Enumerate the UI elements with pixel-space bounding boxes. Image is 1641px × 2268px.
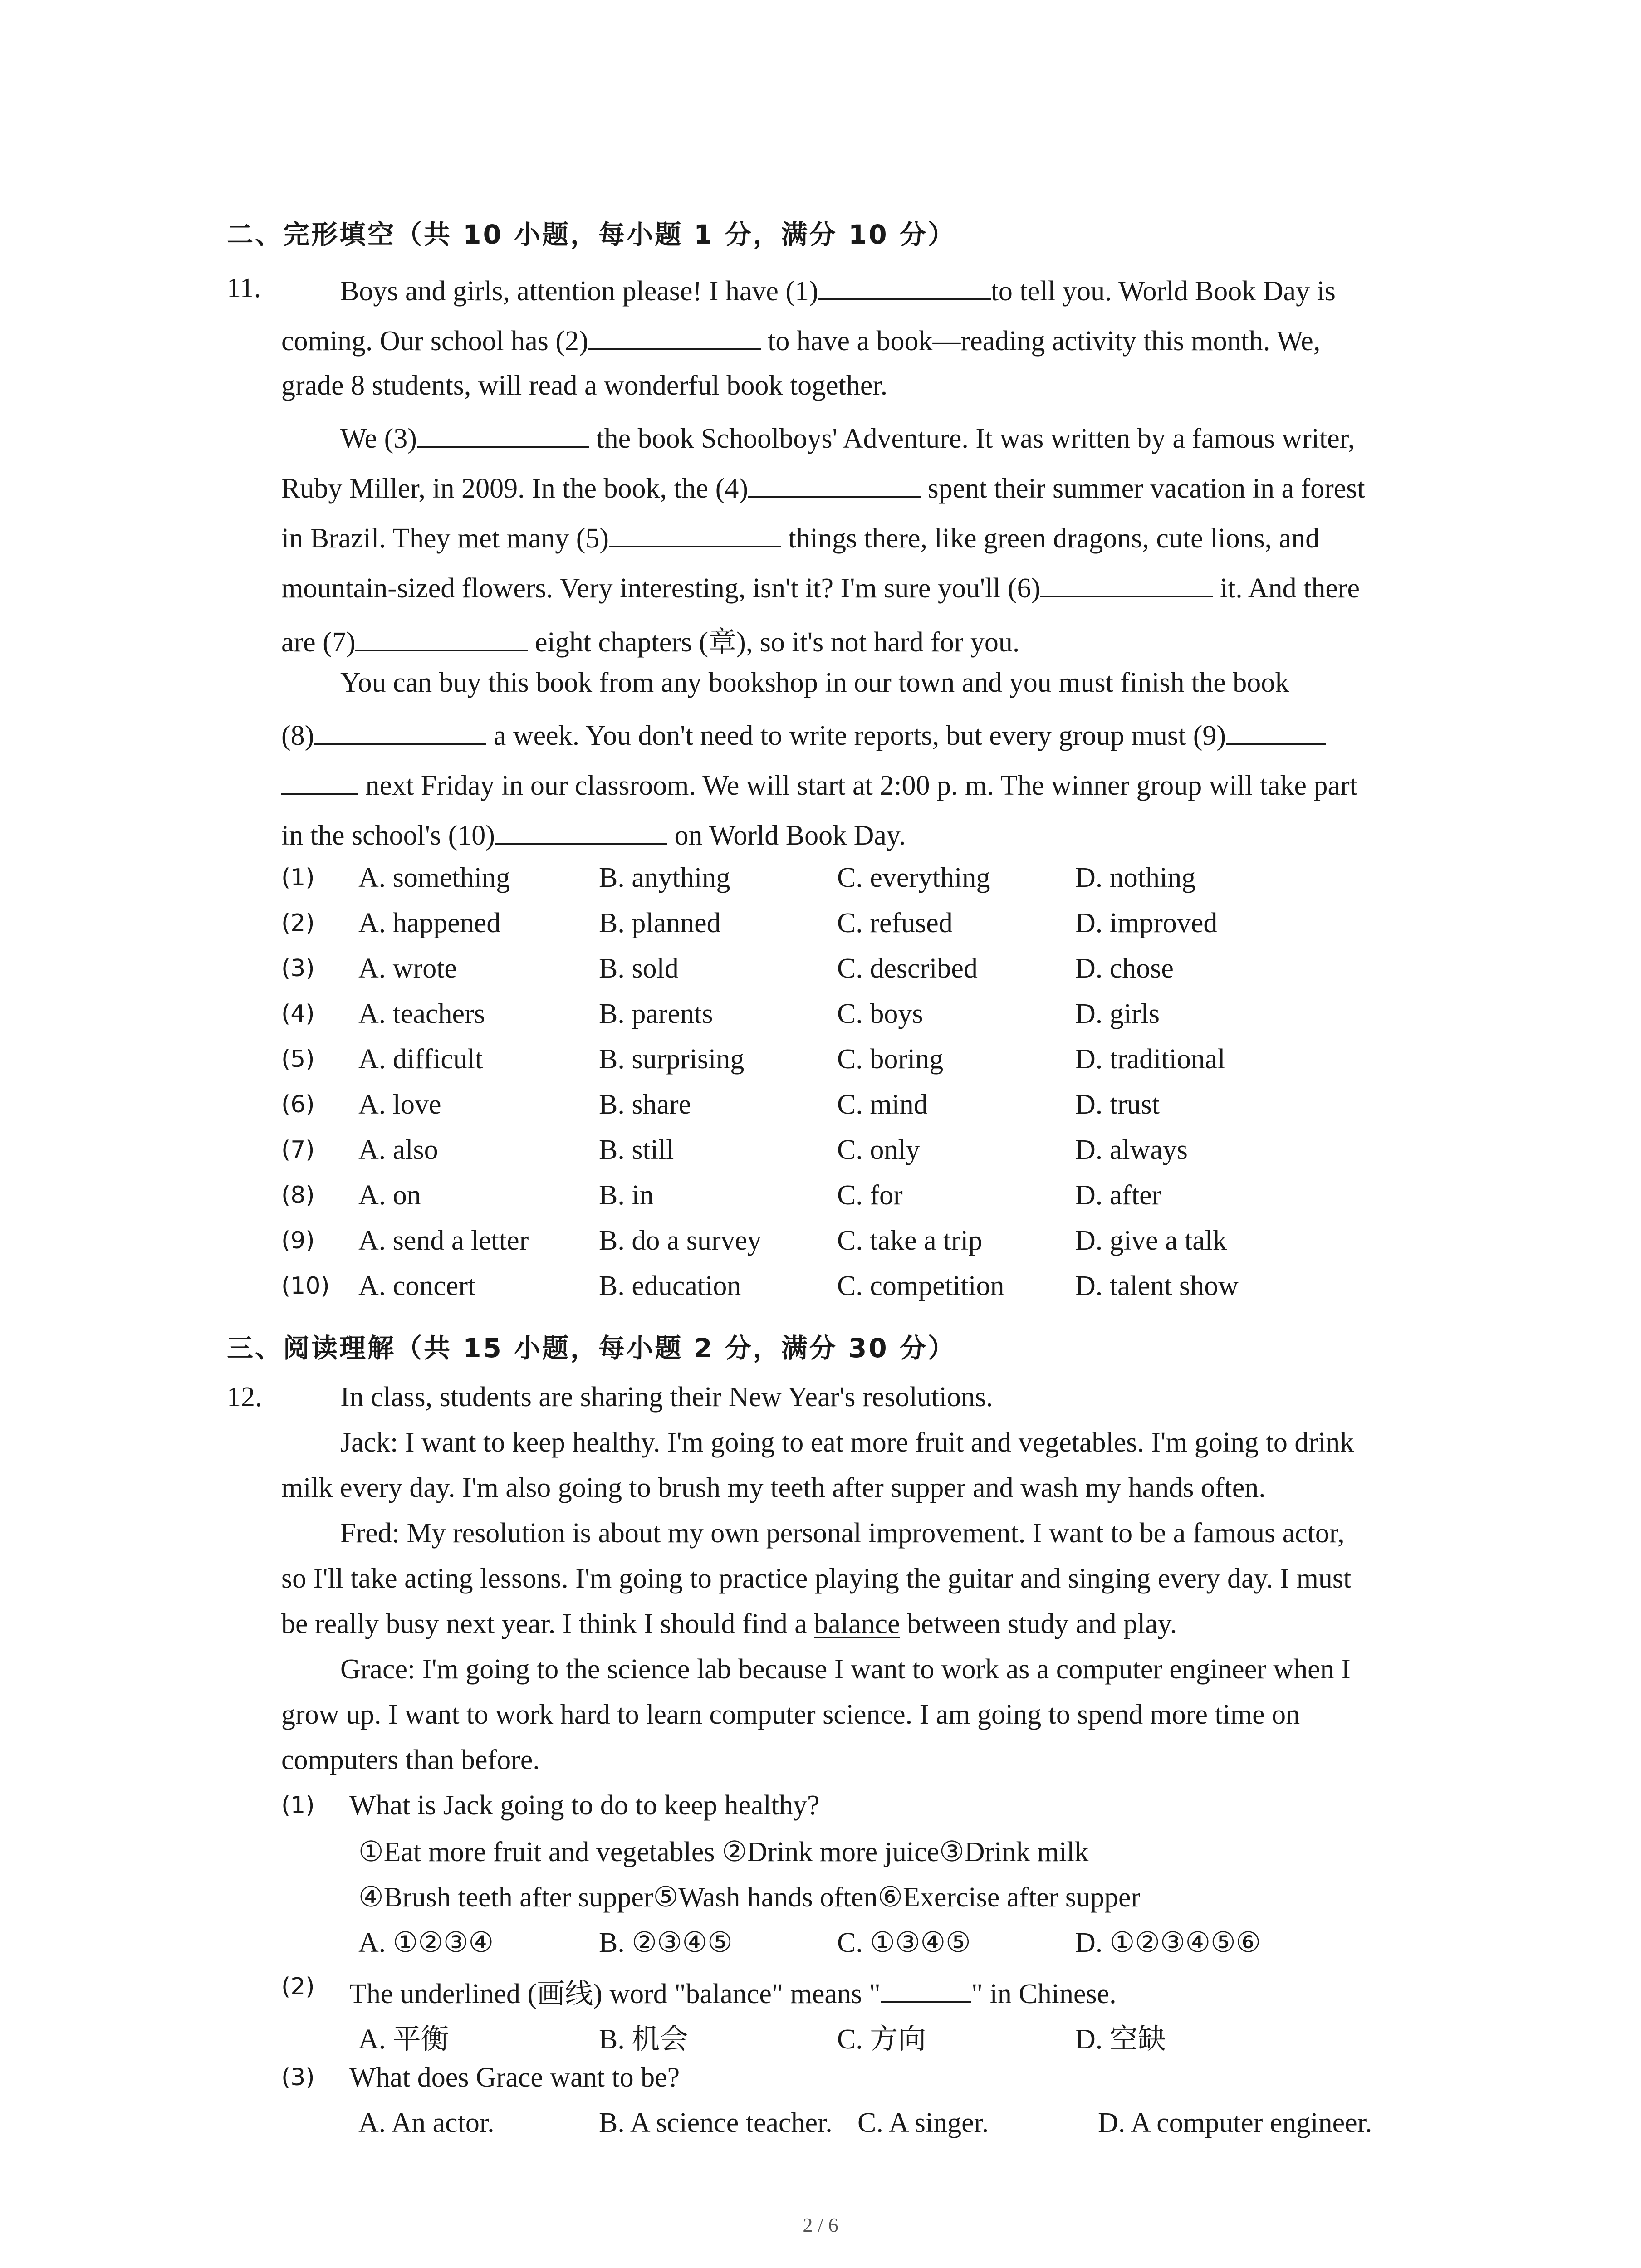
question-number: 11.: [227, 273, 261, 303]
option-d[interactable]: D. ①②③④⑤⑥: [1075, 1927, 1261, 1958]
option-b[interactable]: B. education: [599, 1271, 741, 1301]
passage-line: [281, 322, 1320, 357]
option-b[interactable]: B. parents: [599, 998, 713, 1029]
option-a[interactable]: A. happened: [358, 908, 501, 938]
option-c[interactable]: C. described: [837, 953, 978, 984]
underlined-word: balance: [814, 1608, 900, 1639]
blank: [609, 519, 781, 547]
blank: [818, 272, 991, 300]
option-d[interactable]: D. girls: [1075, 998, 1160, 1029]
passage-line: [340, 272, 1336, 308]
blank: [417, 420, 589, 448]
option-d[interactable]: D. always: [1075, 1134, 1188, 1165]
passage-line: [281, 1608, 1177, 1640]
option-a[interactable]: A. on: [358, 1180, 421, 1211]
text: things there, like green dragons, cute lions, and: [781, 523, 1320, 554]
option-number: (7): [281, 1136, 315, 1163]
text: We (3): [340, 423, 417, 454]
passage-line: so I'll take acting lessons. I'm going to practice playing the guitar and singing every day. I must: [281, 1563, 1352, 1594]
option-number: (5): [281, 1046, 315, 1073]
option-c[interactable]: C. mind: [837, 1089, 928, 1120]
option-c[interactable]: C. refused: [837, 908, 953, 938]
text: to have a book—reading activity this month. We,: [760, 326, 1321, 357]
passage-line: computers than before.: [281, 1745, 540, 1775]
option-b[interactable]: B. surprising: [599, 1044, 745, 1075]
passage-line: Fred: My resolution is about my own personal improvement. I want to be a famous actor,: [340, 1518, 1345, 1549]
option-a[interactable]: A. also: [358, 1134, 438, 1165]
option-c[interactable]: C. for: [837, 1180, 903, 1211]
choice-list: ④Brush teeth after supper⑤Wash hands often⑥Exercise after supper: [358, 1882, 1141, 1913]
option-number: (1): [281, 864, 315, 891]
option-b[interactable]: B. planned: [599, 908, 721, 938]
option-d[interactable]: D. 空缺: [1075, 2024, 1166, 2055]
blank: [314, 717, 486, 745]
blank: [748, 469, 921, 498]
option-b[interactable]: B. still: [599, 1134, 674, 1165]
option-c[interactable]: C. ①③④⑤: [837, 1927, 971, 1958]
passage-line: Jack: I want to keep healthy. I'm going to eat more fruit and vegetables. I'm going to drink: [340, 1427, 1354, 1458]
option-b[interactable]: B. ②③④⑤: [599, 1927, 733, 1958]
passage-line: Grace: I'm going to the science lab because I want to work as a computer engineer when I: [340, 1654, 1351, 1685]
passage-line: grow up. I want to work hard to learn computer science. I am going to spend more time on: [281, 1699, 1300, 1730]
option-a[interactable]: A. send a letter: [358, 1225, 529, 1256]
option-c[interactable]: C. boring: [837, 1044, 944, 1075]
section-heading-cloze: 二、完形填空（共 10 小题，每小题 1 分，满分 10 分）: [227, 219, 956, 250]
passage-line: [281, 816, 906, 852]
text: coming. Our school has (2): [281, 326, 588, 357]
subquestion-number: (3): [281, 2064, 315, 2091]
passage-line: You can buy this book from any bookshop in our town and you must finish the book: [340, 667, 1289, 698]
passage-line: In class, students are sharing their New Year's resolutions.: [340, 1382, 993, 1413]
blank: [495, 816, 667, 845]
blank: [1226, 717, 1326, 745]
option-d[interactable]: D. talent show: [1075, 1271, 1239, 1301]
answer-blank: [881, 1975, 971, 2003]
text: mountain-sized flowers. Very interesting, isn't it? I'm sure you'll (6): [281, 573, 1041, 604]
option-number: (4): [281, 1000, 315, 1027]
subquestion-number: (1): [281, 1792, 315, 1819]
option-d[interactable]: D. nothing: [1075, 862, 1196, 893]
option-b[interactable]: B. A science teacher.: [599, 2107, 833, 2138]
text: next Friday in our classroom. We will start at 2:00 p. m. The winner group will take part: [358, 770, 1357, 801]
passage-line: [281, 469, 1365, 505]
option-c[interactable]: C. competition: [837, 1271, 1004, 1301]
option-d[interactable]: D. trust: [1075, 1089, 1160, 1120]
question-number: 12.: [227, 1382, 262, 1413]
option-number: (8): [281, 1182, 315, 1209]
passage-line: [281, 519, 1319, 555]
passage-line: [340, 420, 1355, 455]
passage-line: milk every day. I'm also going to brush my teeth after supper and wash my hands often.: [281, 1472, 1266, 1503]
passage-line: grade 8 students, will read a wonderful book together.: [281, 370, 888, 401]
question-stem: What does Grace want to be?: [349, 2062, 680, 2093]
text: Ruby Miller, in 2009. In the book, the (4): [281, 473, 748, 504]
question-stem: What is Jack going to do to keep healthy?: [349, 1790, 820, 1821]
section-heading-reading: 三、阅读理解（共 15 小题，每小题 2 分，满分 30 分）: [227, 1333, 956, 1364]
blank: [355, 623, 528, 651]
text: in the school's (10): [281, 820, 495, 851]
option-number: (10): [281, 1272, 330, 1300]
text: it. And there: [1213, 573, 1360, 604]
text: (8): [281, 720, 314, 751]
passage-line: [281, 619, 1019, 660]
blank: [588, 322, 761, 350]
text: on World Book Day.: [667, 820, 906, 851]
option-a[interactable]: A. something: [358, 862, 510, 893]
option-d[interactable]: D. A computer engineer.: [1098, 2107, 1372, 2138]
option-b[interactable]: B. share: [599, 1089, 691, 1120]
blank: [281, 767, 358, 795]
option-a[interactable]: A. love: [358, 1089, 441, 1120]
text: eight chapters (章), so it's not hard for you.: [528, 627, 1020, 658]
option-c[interactable]: C. take a trip: [837, 1225, 983, 1256]
passage-line: [281, 717, 1326, 752]
text: The underlined (画线) word "balance" means ": [349, 1979, 881, 2009]
passage-line: [281, 569, 1360, 605]
question-stem: [349, 1971, 1117, 2011]
text: Boys and girls, attention please! I have (1): [340, 276, 818, 307]
text: to tell you. World Book Day is: [990, 276, 1336, 307]
option-d[interactable]: D. chose: [1075, 953, 1174, 984]
option-a[interactable]: A. concert: [358, 1271, 476, 1301]
blank: [1040, 569, 1213, 597]
text: be really busy next year. I think I should find a: [281, 1608, 814, 1639]
option-c[interactable]: C. boys: [837, 998, 923, 1029]
option-a[interactable]: A. An actor.: [358, 2107, 495, 2138]
option-d[interactable]: D. traditional: [1075, 1044, 1225, 1075]
text: spent their summer vacation in a forest: [921, 473, 1365, 504]
subquestion-number: (2): [281, 1973, 315, 2000]
text: the book Schoolboys' Adventure. It was written by a famous writer,: [589, 423, 1355, 454]
option-b[interactable]: B. do a survey: [599, 1225, 762, 1256]
page-number: 2 / 6: [803, 2214, 838, 2236]
option-a[interactable]: A. ①②③④: [358, 1927, 494, 1958]
option-d[interactable]: D. give a talk: [1075, 1225, 1227, 1256]
option-b[interactable]: B. 机会: [599, 2024, 688, 2055]
text: between study and play.: [900, 1608, 1177, 1639]
option-a[interactable]: A. difficult: [358, 1044, 483, 1075]
choice-list: ①Eat more fruit and vegetables ②Drink more juice③Drink milk: [358, 1837, 1089, 1867]
option-d[interactable]: D. improved: [1075, 908, 1218, 938]
option-b[interactable]: B. anything: [599, 862, 730, 893]
option-number: (3): [281, 955, 315, 982]
option-c[interactable]: C. everything: [837, 862, 990, 893]
text: a week. You don't need to write reports, but every group must (9): [486, 720, 1226, 751]
passage-line: [281, 767, 1357, 802]
option-number: (9): [281, 1227, 315, 1254]
option-a[interactable]: A. teachers: [358, 998, 485, 1029]
option-a[interactable]: A. 平衡: [358, 2024, 449, 2055]
option-number: (6): [281, 1091, 315, 1118]
option-c[interactable]: C. only: [837, 1134, 920, 1165]
option-b[interactable]: B. in: [599, 1180, 654, 1211]
option-c[interactable]: C. A singer.: [857, 2107, 989, 2138]
text: in Brazil. They met many (5): [281, 523, 609, 554]
option-a[interactable]: A. wrote: [358, 953, 457, 984]
option-d[interactable]: D. after: [1075, 1180, 1161, 1211]
text: are (7): [281, 627, 356, 658]
option-b[interactable]: B. sold: [599, 953, 679, 984]
option-c[interactable]: C. 方向: [837, 2024, 926, 2055]
text: " in Chinese.: [971, 1979, 1117, 2009]
option-number: (2): [281, 909, 315, 937]
